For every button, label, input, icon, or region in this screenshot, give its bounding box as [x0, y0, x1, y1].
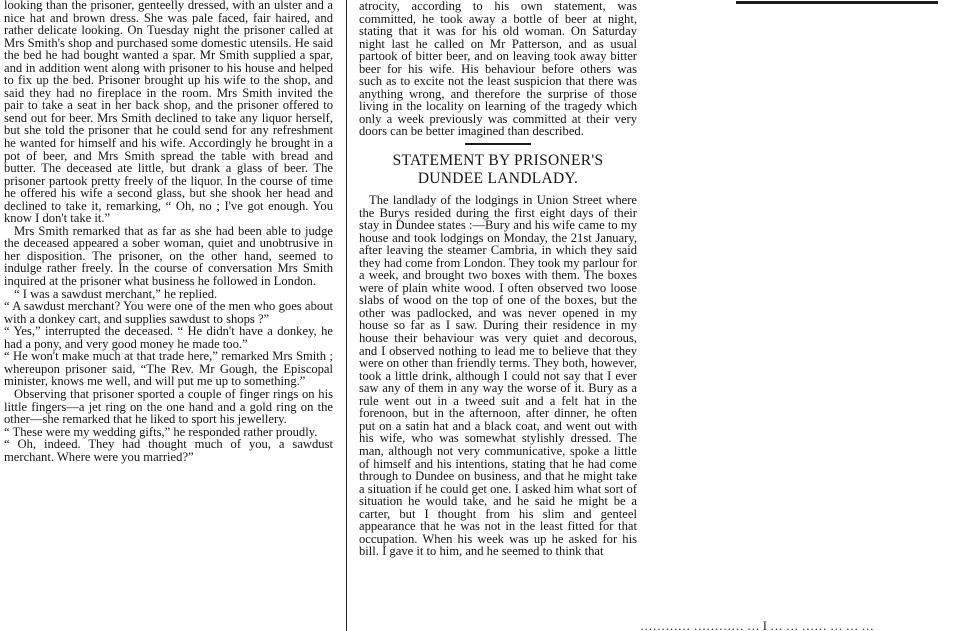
paragraph: “ A sawdust merchant? You were one of the men who goes about with a donkey cart, and supplies sawdust to shops ?” [4, 299, 333, 326]
paragraph: Observing that prisoner sported a couple of finger rings on his little fingers—a jet ring on the one hand and a gold ring on the other—she remarked that he liked to sport his jewellery. [4, 386, 333, 427]
article-column-right [359, 0, 637, 558]
next-column-fragment: ………… ………… … I … … …… … … … [640, 620, 875, 631]
paragraph: “ He won't make much at that trade here,” remarked Mrs Smith ; whereupon prisoner said, “The Rev. Mr Gough, the Episcopal minister, knows me well, and will put me up to something.” [4, 349, 333, 389]
section-heading [359, 152, 637, 188]
paragraph: “ I was a sawdust merchant,” he replied. [14, 286, 218, 301]
paragraph: Mrs Smith remarked that as far as she had been able to judge the deceased appeared a sober woman, quiet and unobtrusive in her disposition. The prisoner, on the other hand, seemed to indulge rather freely. In the course of conversation Mrs Smith inquired at the prisoner what business he followed in London. [4, 223, 333, 289]
paragraph: “ Yes,” interrupted the deceased. “ He didn't have a donkey, he had a pony, and very good money he made too.” [4, 324, 333, 351]
column-top-rule [736, 1, 938, 4]
heading-line: STATEMENT BY PRISONER'S [392, 152, 604, 170]
paragraph: “ Oh, indeed. They had thought much of you, a sawdust merchant. Where were you married?” [4, 437, 333, 464]
paragraph: looking than the prisoner, genteelly dressed, with an ulster and a nice hat and brown dress. She was pale faced, fair haired, and rather delicate looking. On Tuesday night the prisoner called at Mrs Smith's shop and purchased some domestic utensils. He said the bed he had bought wanted a spar. Mr Smith supplied a spar, and in addition went along with prisoner to his house and helped to fix up the bed. Prisoner brought up his wife to the shop, and said they had no fireplace in the room. Mrs Smith invited the pair to take a seat in her back shop, and the prisoner offered to send out for beer. Mrs Smith declined to take any liquor herself, but she told the prisoner that he could send for any refreshment he wanted for himself and his wife. Accordingly he brought in a pot of beer, and Mrs Smith spread the table with bread and butter. The deceased ate little, but drank a glass of beer. The prisoner partook pretty freely of the liquor. In the course of time he offered his wife a second glass, but she shook her head and declined to take it, remarking, “ Oh, no ; I've got enough. You know I don't take it.” [4, 0, 333, 226]
heading-line: DUNDEE LANDLADY. [417, 170, 579, 188]
column-divider [346, 0, 347, 631]
paragraph: “ These were my wedding gifts,” he responded rather proudly. [4, 424, 318, 439]
paragraph: The landlady of the lodgings in Union Street where the Burys resided during the first eight days of their stay in Dundee states :—Bury and his wife came to my house and took lodgings on Monday, the 21st January, after leaving the steamer Cambria, in which they said they had come from London. They took my parlour for a week, and brought two boxes with them. The boxes were of plain white wood. I often observed two loose slabs of wood on the top of one of the boxes, but the other was padlocked, and was never opened in my house so far as I saw. During their residence in my house their behaviour was very quiet and decorous, and I observed nothing to lead me to believe that they were on other than friendly terms. They both, however, took a little drink, although I could not say that I ever saw any of them in any way the worse of it. Bury as a rule went out in a tweed suit and a felt hat in the forenoon, but in the afternoon, after dinner, he often put on a satin hat and a black coat, and went out with his wife, who was somewhat stylishly dressed. The man, although not very communicative, spoke a little of himself and his intentions, stating that he had come through to Dundee on business, and that he might take a situation if he could get one. I asked him what sort of situation he would take, and he said he might be a carter, but I thought from his slim and genteel appearance that he was not in the least fitted for that occupation. When his week was up he asked for his bill. I gave it to him, and he seemed to think that [359, 193, 637, 559]
section-divider [465, 143, 531, 145]
paragraph: atrocity, according to his own statement, was committed, he took away a bottle of beer at night, stating that it was for his old woman. On Saturday night last he called on Mr Patterson, and as usual partook of bitter beer, and on leaving took away bitter beer for his wife. His behaviour before others was such as to excite not the least suspicion that there was anything wrong, and therefore the surprise of those living in the locality on learning of the tragedy which only a week previously was committed at their very doors can be better imagined than described. [359, 0, 637, 139]
article-column-left [4, 0, 333, 463]
